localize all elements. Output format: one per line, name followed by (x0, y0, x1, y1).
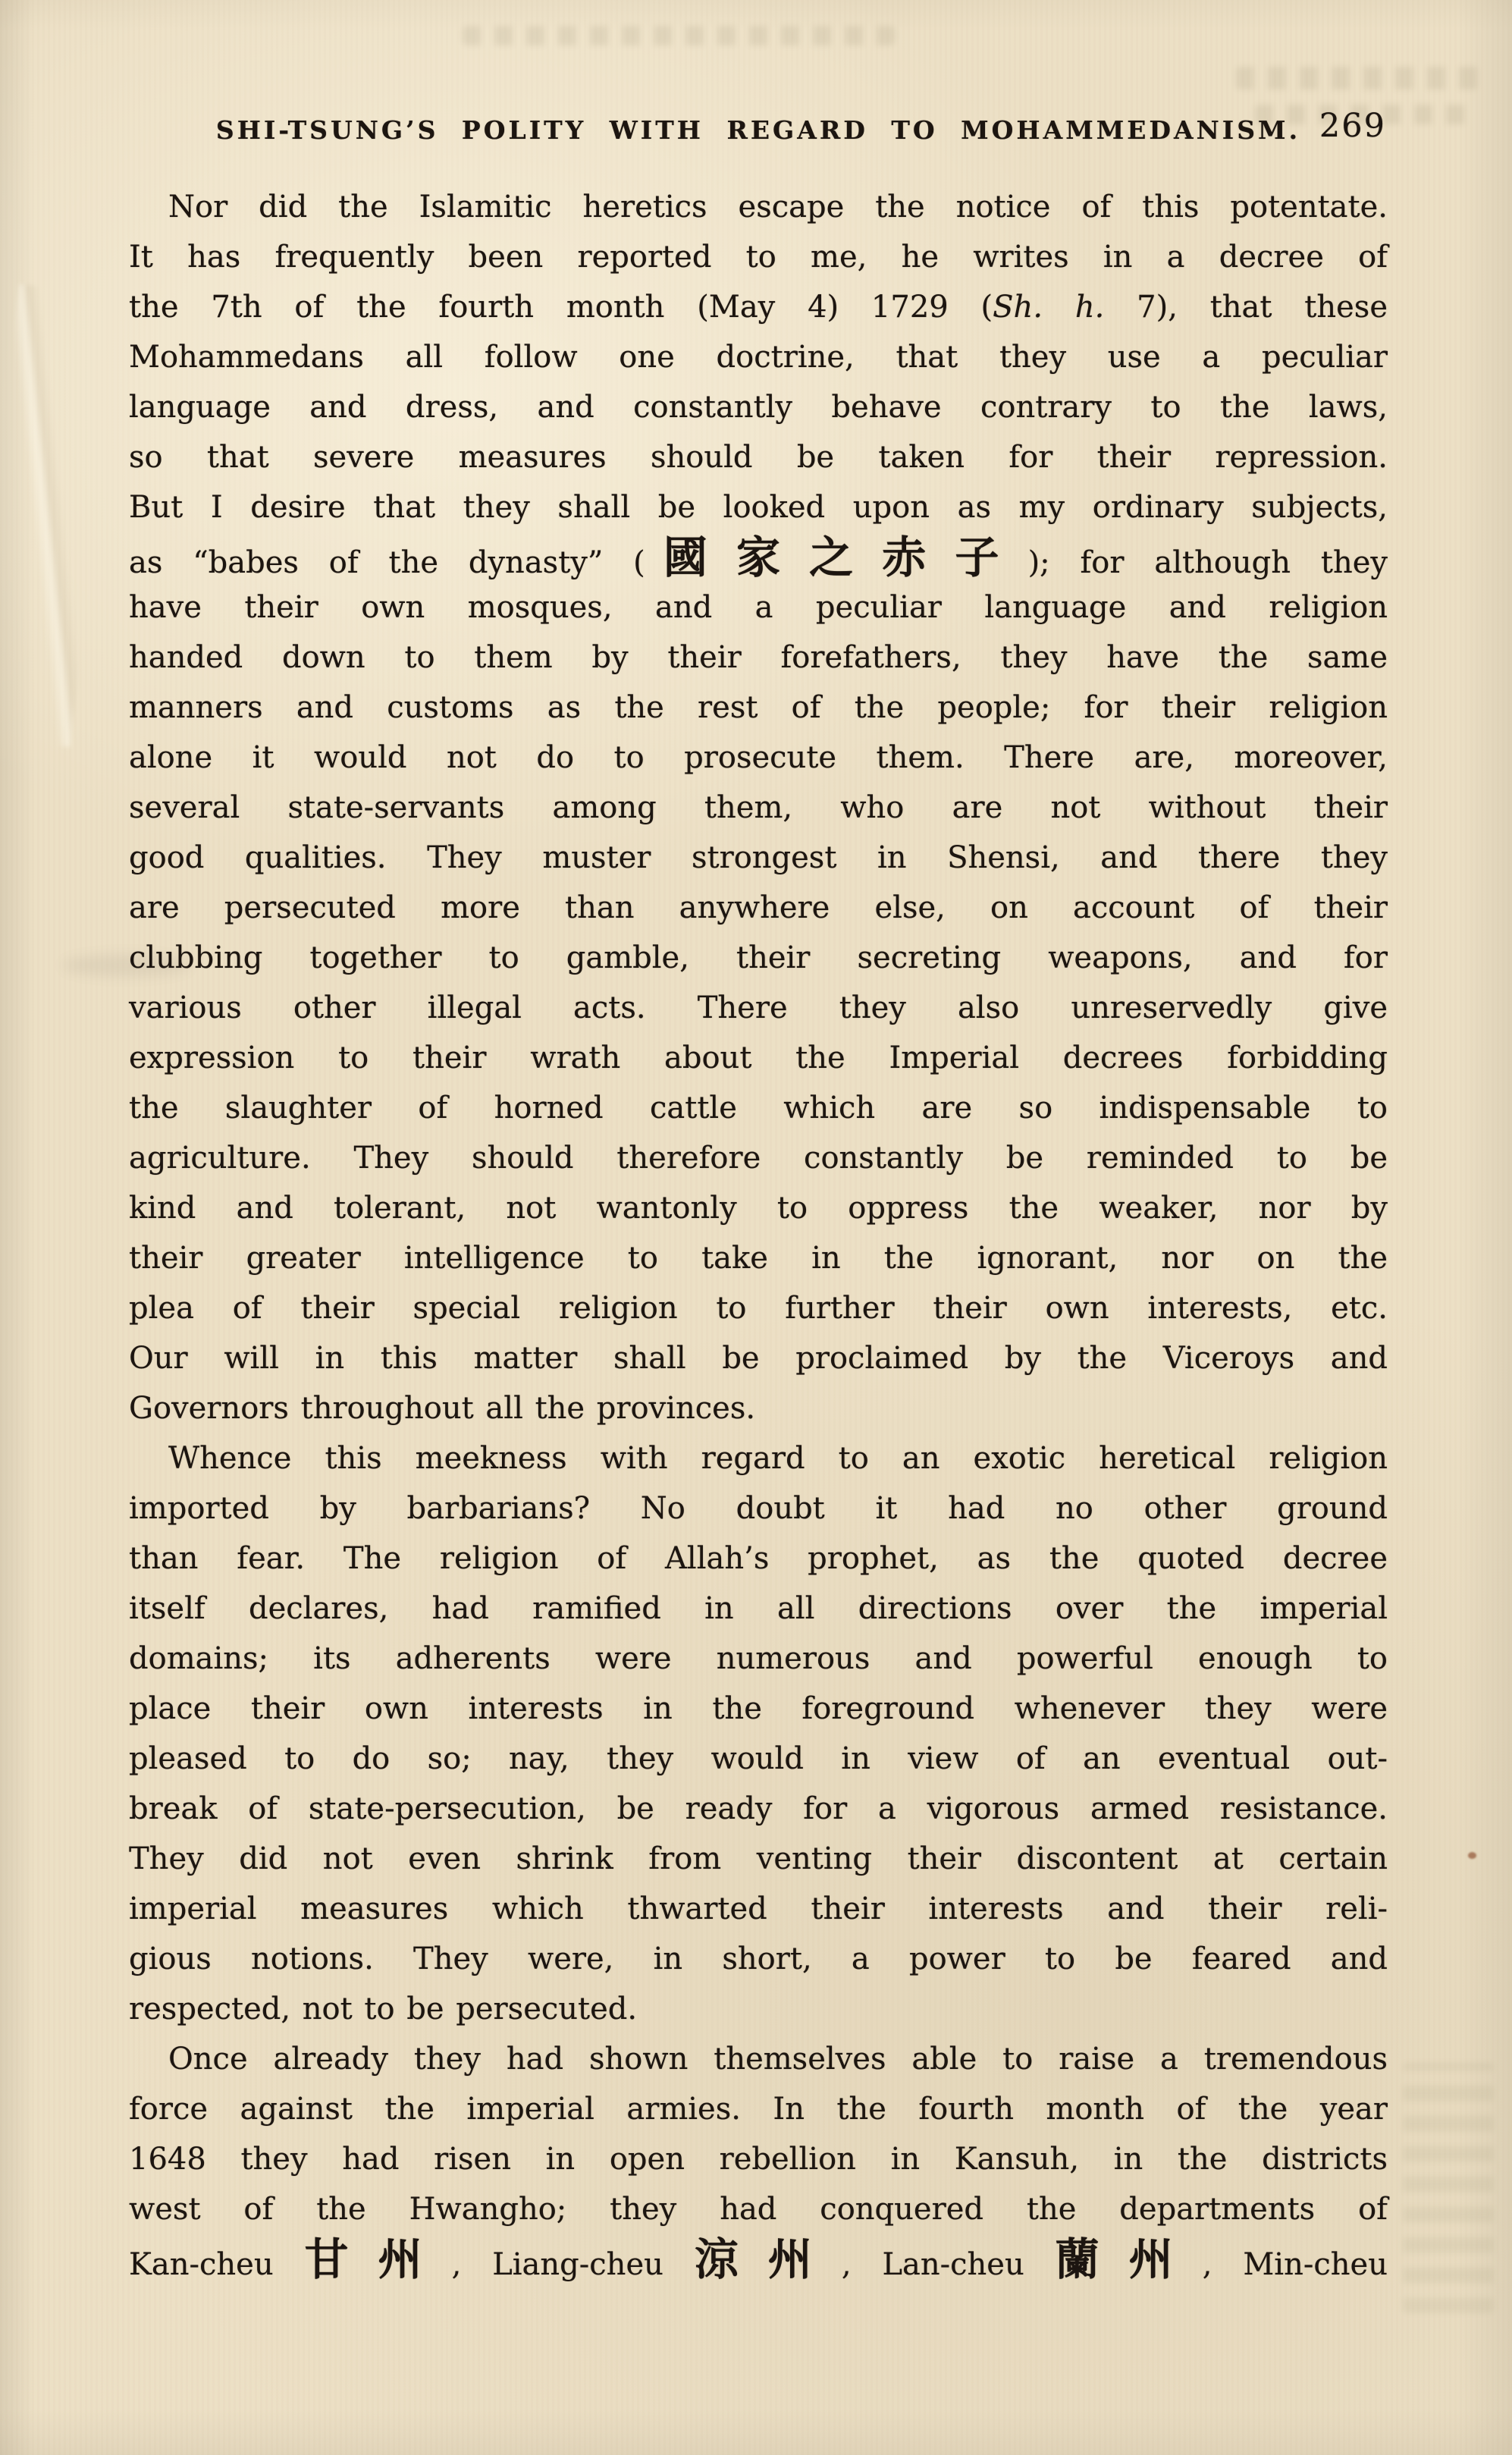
text-line: Mohammedans all follow one doctrine, that they use a peculiar (129, 340, 1388, 375)
text-line: kind and tolerant, not wantonly to oppress the weaker, nor by (129, 1191, 1388, 1226)
text-line: They did not even shrink from venting their discontent at certain (129, 1841, 1388, 1876)
text-line: domains; its adherents were numerous and powerful enough to (129, 1641, 1388, 1676)
paper-speck (1468, 1852, 1476, 1859)
italic-text: Sh. h. (993, 290, 1105, 325)
text-line: 1648 they had risen in open rebellion in Kansuh, in the districts (129, 2142, 1388, 2177)
text-line: imported by barbarians? No doubt it had no other ground (129, 1491, 1388, 1526)
text-line: Whence this meekness with regard to an exotic heretical religion (168, 1441, 1388, 1476)
text-line: their greater intelligence to take in the ignorant, nor on the (129, 1241, 1388, 1276)
text-line: are persecuted more than anywhere else, on account of their (129, 890, 1388, 925)
running-header (129, 107, 1388, 150)
text-line: agriculture. They should therefore constantly be reminded to be (129, 1141, 1388, 1176)
text-line: break of state-persecution, be ready for a vigorous armed resistance. (129, 1791, 1388, 1826)
text-line: good qualities. They muster strongest in Shensi, and there they (129, 840, 1388, 875)
text-line: the 7th of the fourth month (May 4) 1729 (Sh. h. 7), that these (129, 290, 1388, 325)
chinese-characters: 甘州 (304, 2234, 452, 2285)
text-line: force against the imperial armies. In the fourth month of the year (129, 2092, 1388, 2127)
text-line: handed down to them by their forefathers, they have the same (129, 640, 1388, 675)
body-text (129, 182, 1388, 2284)
text-line: so that severe measures should be taken for their repression. (129, 440, 1388, 475)
text-line: manners and customs as the rest of the people; for their religion (129, 690, 1388, 725)
text-line: Kan-cheu 甘州, Liang-cheu 涼州, Lan-cheu 蘭州, Min-cheu (129, 2234, 1388, 2285)
text-line: alone it would not do to prosecute them. There are, moreover, (129, 740, 1388, 775)
text-line: It has frequently been reported to me, he writes in a decree of (129, 240, 1388, 275)
text-line: pleased to do so; nay, they would in view of an eventual out- (129, 1741, 1388, 1776)
paper-crease (0, 284, 118, 747)
page-number: 269 (1319, 107, 1386, 145)
text-line: place their own interests in the foreground whenever they were (129, 1691, 1388, 1726)
text-line: clubbing together to gamble, their secreting weapons, and for (129, 940, 1388, 975)
text-line: expression to their wrath about the Imperial decrees forbidding (129, 1041, 1388, 1075)
text-line: language and dress, and constantly behave contrary to the laws, (129, 390, 1388, 425)
text-line: as “babes of the dynasty” (國家之赤子); for although they (129, 532, 1388, 583)
text-line: west of the Hwangho; they had conquered the departments of (129, 2192, 1388, 2227)
chinese-characters: 蘭州 (1055, 2234, 1203, 2285)
text-line: itself declares, had ramified in all directions over the imperial (129, 1591, 1388, 1626)
text-line: have their own mosques, and a peculiar language and religion (129, 590, 1388, 625)
text-line: Our will in this matter shall be proclaimed by the Viceroys and (129, 1341, 1388, 1376)
text-line: respected, not to be persecuted. (129, 1992, 638, 2026)
text-line: various other illegal acts. There they also unreservedly give (129, 990, 1388, 1025)
text-line: imperial measures which thwarted their interests and their reli- (129, 1891, 1388, 1926)
text-line: the slaughter of horned cattle which are so indispensable to (129, 1091, 1388, 1125)
bleed-through-mark (463, 26, 895, 46)
chinese-characters: 國家之赤子 (645, 532, 1028, 583)
text-line: gious notions. They were, in short, a power to be feared and (129, 1942, 1388, 1976)
bleed-through-mark (1403, 2063, 1494, 2313)
bleed-through-mark (1236, 67, 1479, 89)
text-line: several state-servants among them, who are not without their (129, 790, 1388, 825)
text-line: Governors throughout all the provinces. (129, 1391, 756, 1426)
text-line: Once already they had shown themselves able to raise a tremendous (168, 2042, 1388, 2077)
text-line: But I desire that they shall be looked upon as my ordinary subjects, (129, 490, 1388, 525)
chinese-characters: 涼州 (694, 2234, 842, 2285)
text-line: Nor did the Islamitic heretics escape the notice of this potentate. (168, 190, 1388, 224)
text-line: than fear. The religion of Allah’s prophet, as the quoted decree (129, 1541, 1388, 1576)
text-line: plea of their special religion to further their own interests, etc. (129, 1291, 1388, 1326)
running-title: SHI-TSUNG’S POLITY WITH REGARD TO MOHAMMEDANISM. (215, 115, 1301, 145)
